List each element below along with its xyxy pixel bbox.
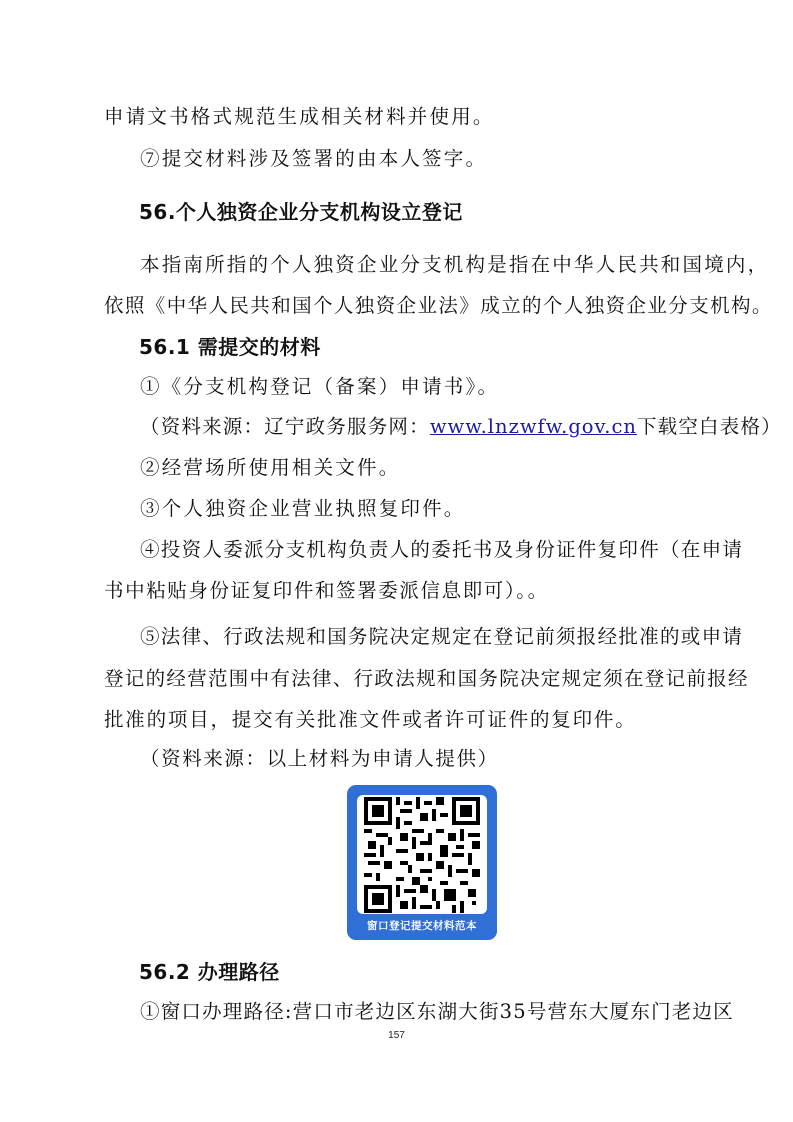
qr-code-card[interactable] <box>347 785 497 940</box>
list-item: ③个人独资企业营业执照复印件。 <box>140 497 466 520</box>
qr-code-panel <box>357 795 487 914</box>
source-note: （资料来源：以上材料为申请人提供） <box>140 747 499 770</box>
paragraph-line: 书中粘贴身份证复印件和签署委派信息即可）。。 <box>104 579 549 602</box>
source-prefix: （资料来源：辽宁政务服务网： <box>140 415 430 438</box>
list-item: ④投资人委派分支机构负责人的委托书及身份证件复印件（在申请 <box>140 538 744 561</box>
subsection-heading: 56.1 需提交的材料 <box>139 335 321 359</box>
list-item: ⑦提交材料涉及签署的由本人签字。 <box>140 147 488 170</box>
paragraph-line: 本指南所指的个人独资企业分支机构是指在中华人民共和国境内， <box>140 253 770 276</box>
list-item: ⑤法律、行政法规和国务院决定规定在登记前须报经批准的或申请 <box>140 625 744 648</box>
source-note <box>140 413 782 441</box>
paragraph-line: 依照《中华人民共和国个人独资企业法》成立的个人独资企业分支机构。 <box>104 294 773 317</box>
section-heading: 56.个人独资企业分支机构设立登记 <box>139 200 463 224</box>
paragraph-line: 申请文书格式规范生成相关材料并使用。 <box>104 105 495 128</box>
source-suffix: 下载空白表格） <box>636 415 782 438</box>
qr-code-icon <box>363 797 481 913</box>
paragraph-line: 批准的项目，提交有关批准文件或者许可证件的复印件。 <box>104 708 637 731</box>
list-item: ②经营场所使用相关文件。 <box>140 456 401 479</box>
website-link[interactable]: www.lnzwfw.gov.cn <box>429 415 637 438</box>
list-item: ①《分支机构登记（备案）申请书》。 <box>140 375 500 398</box>
page-number: 157 <box>388 1030 405 1041</box>
paragraph-line: 登记的经营范围中有法律、行政法规和国务院决定规定须在登记前报经 <box>104 667 749 690</box>
list-item: ①窗口办理路径:营口市老边区东湖大街35号营东大厦东门老边区 <box>140 1000 734 1023</box>
subsection-heading: 56.2 办理路径 <box>139 960 280 984</box>
qr-caption: 窗口登记提交材料范本 <box>367 920 477 932</box>
